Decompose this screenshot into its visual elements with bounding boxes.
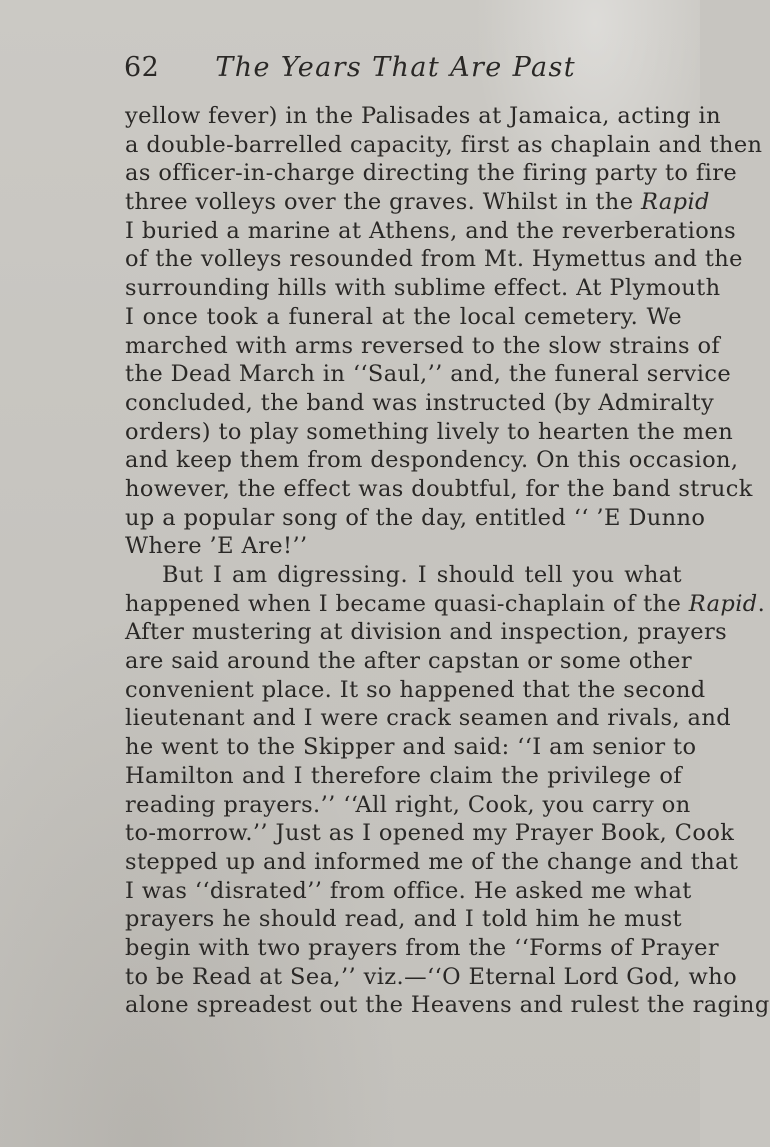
text-line: up a popular song of the day, entitled ‘‘ ’E Dunno <box>125 504 706 531</box>
text-run: three volleys over the graves. Whilst in the <box>125 189 641 216</box>
text-line: and keep them from despondency. On this occasion, <box>125 447 739 474</box>
text-line: lieutenant and I were crack seamen and rivals, and <box>125 705 732 732</box>
text-line: concluded, the band was instructed (by Admiralty <box>125 389 715 416</box>
text-line: begin with two prayers from the ‘‘Forms of Prayer <box>125 934 720 961</box>
text-line <box>125 590 766 619</box>
text-line: I was ‘‘disrated’’ from office. He asked me what <box>125 877 692 904</box>
text-line: After mustering at division and inspection, prayers <box>125 619 728 646</box>
text-line: reading prayers.’’ ‘‘All right, Cook, you carry on <box>125 791 691 818</box>
text-line: however, the effect was doubtful, for the band struck <box>125 475 753 502</box>
text-line: Hamilton and I therefore claim the privilege of <box>125 762 682 789</box>
running-title: The Years That Are Past <box>215 52 576 83</box>
text-line: I buried a marine at Athens, and the reverberations <box>125 217 737 244</box>
text-line: of the volleys resounded from Mt. Hymettus and the <box>125 246 743 273</box>
text-line: Where ’E Are!’’ <box>125 533 308 560</box>
text-line: surrounding hills with sublime effect. At Plymouth <box>125 275 721 302</box>
text-line: marched with arms reversed to the slow strains of <box>125 332 721 359</box>
text-line: a double-barrelled capacity, first as chaplain and then <box>125 131 763 158</box>
text-line: as officer-in-charge directing the firing party to fire <box>125 160 738 187</box>
text-line: to be Read at Sea,’’ viz.—‘‘O Eternal Lord God, who <box>125 963 738 990</box>
body-text <box>125 102 770 1020</box>
text-line: prayers he should read, and I told him he must <box>125 906 682 933</box>
page-header <box>124 50 576 86</box>
text-run: happened when I became quasi-chaplain of the <box>125 590 689 617</box>
text-line <box>125 188 710 217</box>
text-line: yellow fever) in the Palisades at Jamaica, acting in <box>125 103 721 129</box>
text-line: are said around the after capstan or some other <box>125 648 692 675</box>
text-line: I once took a funeral at the local cemetery. We <box>125 303 682 330</box>
text-line: convenient place. It so happened that the second <box>125 676 706 703</box>
text-line: But I am digressing. I should tell you what <box>162 562 682 588</box>
italic-ship-name: Rapid <box>688 590 758 617</box>
text-line: orders) to play something lively to hearten the men <box>125 418 734 445</box>
italic-ship-name: Rapid <box>640 189 710 216</box>
text-line: the Dead March in ‘‘Saul,’’ and, the funeral service <box>125 361 732 388</box>
text-line: he went to the Skipper and said: ‘‘I am senior to <box>125 734 697 761</box>
text-line: stepped up and informed me of the change and that <box>125 848 739 875</box>
page-number: 62 <box>124 52 160 83</box>
text-line: alone spreadest out the Heavens and rulest the raging <box>125 992 770 1019</box>
text-line: to-morrow.’’ Just as I opened my Prayer Book, Cook <box>125 820 735 847</box>
text-run: . <box>757 590 766 617</box>
